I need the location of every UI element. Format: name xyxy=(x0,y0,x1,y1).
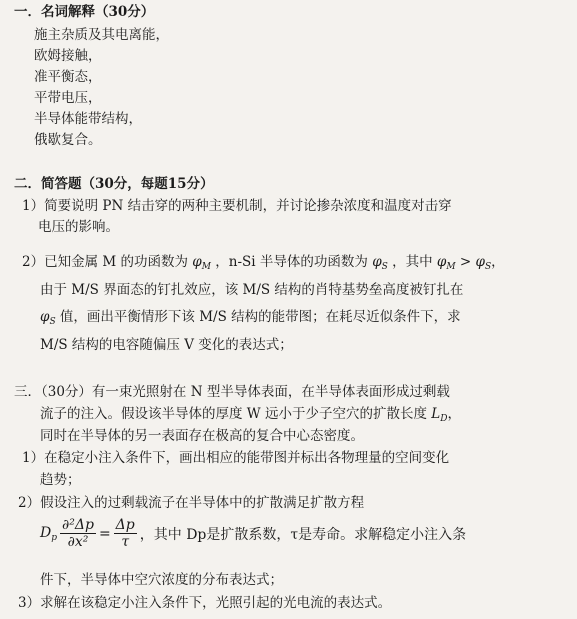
diffusion-length-symbol: $L_D$ xyxy=(431,406,448,424)
section3-heading: 三．（30分）有一束光照射在 N 型半导体表面，在半导体表面形成过剩载 xyxy=(14,384,450,400)
s3-q1-line2: 趋势； xyxy=(40,472,81,488)
s3-q2-line3: 件下，半导体中空穴浓度的分布表达式； xyxy=(40,572,283,588)
phi-inequality: $\varphi_M > \varphi_S$ xyxy=(436,254,492,272)
s2-q2-line3: 值，画出平衡情形下该 M/S 结构的能带图；在耗尽近似条件下，求 xyxy=(59,309,461,325)
diffusion-equation-line: $D_p$ $\frac{\text{∂²Δp}}{\text{∂x²}}$ = $\frac{\Delta p}{\tau}$ ，其中 Dp是扩散系数，τ是寿命。求解稳定小注入条 xyxy=(40,517,467,550)
s2-q1-line1: 1）简要说明 PN 结击穿的两种主要机制，并讨论掺杂浓度和温度对击穿 xyxy=(22,198,452,214)
s2-q2-line4: M/S 结构的电容随偏压 V 变化的表达式； xyxy=(40,337,293,353)
phi-s-symbol: $\varphi_S$ xyxy=(372,254,388,272)
recombination-fraction: $\frac{\Delta p}{\tau}$ xyxy=(115,517,135,550)
second-derivative-fraction: $\frac{\text{∂²Δp}}{\text{∂x²}}$ xyxy=(62,517,94,550)
s2-q2-line2: 由于 M/S 界面态的钉扎效应，该 M/S 结构的肖特基势垒高度被钉扎在 xyxy=(40,282,464,298)
phi-m-symbol: $\varphi_M$ xyxy=(192,254,211,272)
s2-q2-line1: 2）已知金属 M 的功函数为 $\varphi_M$ ，n-Si 半导体的功函数为 $\varphi_S$ ，其中 $\varphi_M > \varphi_S$， xyxy=(22,254,505,272)
section2-heading: 二．简答题（30分，每题15分） xyxy=(14,176,214,192)
s3-q1-line1: 1）在稳定小注入条件下，画出相应的能带图并标出各物理量的空间变化 xyxy=(22,450,450,466)
s3-line3: 同时在半导体的另一表面存在极高的复合中心态密度。 xyxy=(40,428,364,444)
section1-heading: 一．名词解释（30分） xyxy=(14,4,155,20)
s2-q1-line2: 电压的影响。 xyxy=(38,219,119,235)
term-2: 欧姆接触， xyxy=(34,48,102,64)
term-1: 施主杂质及其电离能， xyxy=(34,27,169,43)
s2-q2-line3-wrap xyxy=(40,308,461,331)
term-4: 平带电压， xyxy=(34,90,102,106)
s3-q2-line1: 2）假设注入的过剩载流子在半导体中的扩散满足扩散方程 xyxy=(18,495,365,511)
term-3: 准平衡态， xyxy=(34,69,102,85)
diffusion-coefficient-symbol: $D_p$ xyxy=(40,524,57,543)
s2-q2-part1: 2）已知金属 M 的功函数为 xyxy=(22,254,188,270)
phi-s-symbol-2: $\varphi_S$ xyxy=(40,309,56,327)
s2-q2-part2: ，n-Si 半导体的功函数为 xyxy=(215,254,368,270)
s3-line2: 流子的注入。假设该半导体的厚度 W 远小于少子空穴的扩散长度 xyxy=(40,406,427,422)
s2-q2-part3: ，其中 xyxy=(392,254,433,270)
term-5: 半导体能带结构， xyxy=(34,111,142,127)
eq-tail: ，其中 Dp是扩散系数，τ是寿命。求解稳定小注入条 xyxy=(139,526,467,543)
term-6: 俄歇复合。 xyxy=(34,132,102,148)
s3-q3-line1: 3）求解在该稳定小注入条件下，光照引起的光电流的表达式。 xyxy=(18,595,392,611)
s3-line2-wrap: 流子的注入。假设该半导体的厚度 W 远小于少子空穴的扩散长度 $L_D$， xyxy=(40,406,461,424)
